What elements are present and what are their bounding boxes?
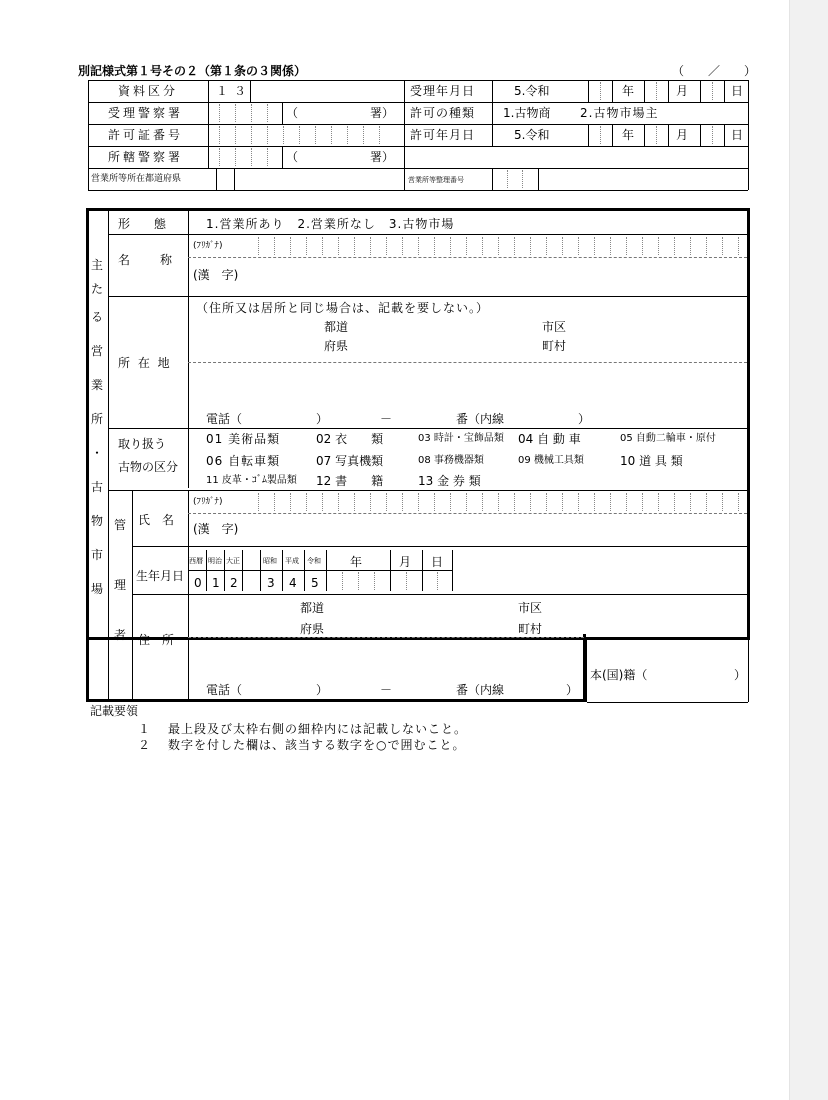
goods-item: 01 美術品類	[206, 432, 281, 446]
permit-type-label: 許可の種類	[410, 106, 476, 120]
name-kanji-label: (漢 字)	[193, 268, 239, 282]
manager-kanji-label: (漢 字)	[193, 522, 239, 536]
permit-era: 5.令和	[514, 128, 550, 142]
fee-value: １３	[216, 84, 253, 98]
name-label: 名 称	[118, 253, 175, 267]
police-paren-open: （	[286, 106, 299, 120]
manager-shiku: 市区	[518, 601, 543, 615]
goods-item: 10 道 具 類	[620, 454, 683, 468]
jurisdiction-paren-open: （	[286, 150, 299, 164]
location-fuken: 府県	[324, 339, 349, 353]
location-todo: 都道	[324, 320, 349, 334]
goods-item: 03 時計・宝飾品類	[418, 433, 504, 444]
location-label: 所 在 地	[118, 356, 172, 370]
goods-item: 06 自転車類	[206, 454, 281, 468]
address-note: （住所又は居所と同じ場合は、記載を要しない。）	[196, 301, 490, 315]
receipt-era: 5.令和	[514, 84, 550, 98]
manager-label: 管 理 者	[113, 518, 126, 642]
form-title: 別記様式第１号その２（第１条の３関係）	[78, 64, 307, 78]
manager-tel-ext: 番（内線	[456, 683, 505, 697]
receipt-day: 日	[731, 84, 744, 98]
permit-year: 年	[622, 128, 635, 142]
receipt-year: 年	[622, 84, 635, 98]
era-label: 大正	[226, 557, 240, 565]
manager-fuken: 府県	[300, 622, 325, 636]
form-type-options: 1.営業所あり 2.営業所なし 3.古物市場	[206, 217, 455, 231]
goods-item: 09 機械工具類	[518, 455, 584, 466]
permit-type-opt1: 1.古物商	[503, 106, 551, 120]
location-tel-ext: 番（内線	[456, 412, 505, 426]
form-type-label: 形 態	[118, 217, 167, 231]
manager-tel-dash: －	[380, 683, 393, 697]
police-label: 受理警察署	[108, 106, 184, 120]
jurisdiction-station-suffix: 署）	[370, 150, 395, 164]
manager-tel-label: 電話（	[206, 683, 243, 697]
era-num: 5	[311, 576, 319, 590]
goods-label-2: 古物の区分	[118, 460, 179, 474]
police-station-suffix: 署）	[370, 106, 395, 120]
location-tel-close: ）	[316, 412, 329, 426]
manager-address-label: 住 所	[138, 633, 175, 647]
scrollbar[interactable]	[789, 0, 828, 1100]
goods-label-1: 取り扱う	[118, 437, 167, 451]
permit-month: 月	[676, 128, 689, 142]
manager-name-label: 氏 名	[138, 513, 175, 527]
manager-tel-ext-close: ）	[566, 683, 579, 697]
era-label: 昭和	[263, 557, 277, 565]
location-tel-label: 電話（	[206, 412, 243, 426]
honseki-close: ）	[734, 668, 747, 682]
birth-day: 日	[431, 555, 444, 569]
notes-heading: 記載要領	[90, 704, 139, 718]
era-num: 4	[289, 576, 297, 590]
goods-item: 05 自動二輪車・原付	[620, 433, 716, 444]
location-shiku: 市区	[542, 320, 567, 334]
page-marker: （ ／ ）	[672, 64, 757, 78]
era-num: 3	[267, 576, 275, 590]
location-chouson: 町村	[542, 339, 567, 353]
manager-todo: 都道	[300, 601, 325, 615]
goods-item: 13 金 券 類	[418, 474, 481, 488]
goods-item: 11 皮革・ｺﾞﾑ製品類	[206, 475, 297, 486]
era-num: 2	[230, 576, 238, 590]
era-num: 1	[212, 576, 220, 590]
note-item-num: ２	[138, 738, 151, 752]
birth-label: 生年月日	[136, 569, 185, 583]
birth-month: 月	[399, 555, 412, 569]
goods-item: 08 事務機器類	[418, 455, 484, 466]
birth-year: 年	[350, 555, 363, 569]
note-item-text: 最上段及び太枠右側の細枠内には記載しないこと。	[168, 722, 468, 736]
location-tel-dash: －	[380, 412, 393, 426]
permit-no-label: 許可証番号	[108, 128, 184, 142]
permit-type-opt2: 2.古物市場主	[580, 106, 659, 120]
manager-furigana-label: (ﾌﾘｶﾞﾅ)	[193, 497, 223, 507]
prefecture-label: 営業所等所在都道府県	[91, 174, 182, 184]
manager-chouson: 町村	[518, 622, 543, 636]
permit-day: 日	[731, 128, 744, 142]
era-num: 0	[194, 576, 202, 590]
era-label: 西暦	[189, 557, 203, 565]
goods-item: 07 写真機類	[316, 454, 384, 468]
era-label: 平成	[285, 557, 299, 565]
fee-label: 資料区分	[118, 84, 179, 98]
jurisdiction-label: 所轄警察署	[108, 150, 184, 164]
receipt-month: 月	[676, 84, 689, 98]
note-item-num: １	[138, 722, 151, 736]
office-no-label: 営業所等整理番号	[408, 176, 464, 184]
note-item-text: 数字を付した欄は、該当する数字を○で囲むこと。	[168, 738, 466, 752]
honseki-label: 本(国)籍（	[590, 668, 648, 682]
side-label-main-office: 主 た る 営 業 所 ・ 古 物 市 場	[90, 258, 103, 596]
manager-tel-close: ）	[316, 683, 329, 697]
goods-item: 02 衣 類	[316, 432, 384, 446]
name-furigana-label: (ﾌﾘｶﾞﾅ)	[193, 241, 223, 251]
receipt-date-label: 受理年月日	[410, 84, 476, 98]
era-label: 明治	[208, 557, 222, 565]
era-label: 令和	[307, 557, 321, 565]
goods-item: 12 書 籍	[316, 474, 384, 488]
permit-date-label: 許可年月日	[410, 128, 476, 142]
goods-item: 04 自 動 車	[518, 432, 581, 446]
location-tel-ext-close: ）	[578, 412, 591, 426]
